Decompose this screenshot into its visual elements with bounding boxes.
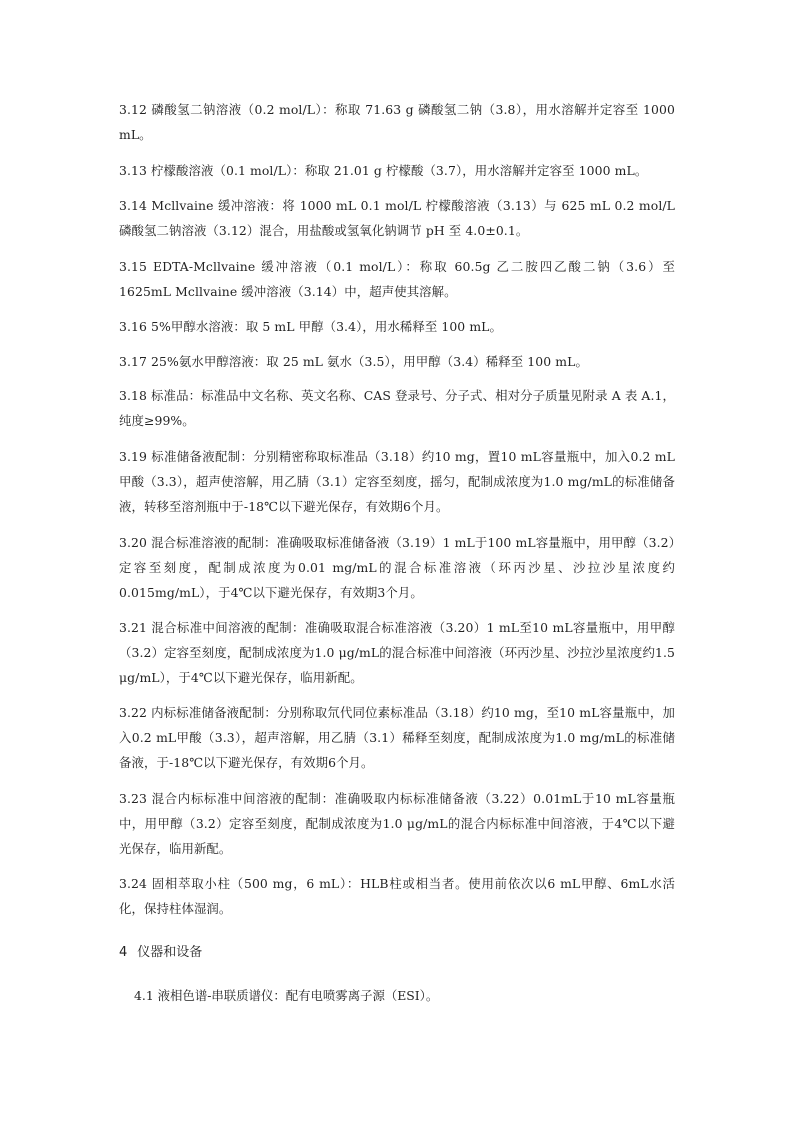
- paragraph-3-19: 3.19 标准储备液配制：分别精密称取标准品（3.18）约10 mg，置10 mL容量瓶中，加入0.2 mL甲酸（3.3），超声使溶解，用乙腈（3.1）定容至刻度，摇匀，配制成浓度为1.0 mg/mL的标准储备液，转移至溶剂瓶中于-18℃以下避光保存，有效期6个月。: [119, 449, 675, 514]
- paragraph-3-24: 3.24 固相萃取小柱（500 mg，6 mL）：HLB柱或相当者。使用前依次以6 mL甲醇、6mL水活化，保持柱体湿润。: [119, 876, 675, 916]
- paragraph-3-16: 3.16 5%甲醇水溶液：取 5 mL 甲醇（3.4），用水稀释至 100 mL。: [119, 319, 503, 334]
- section-4-title: 仪器和设备: [137, 945, 203, 960]
- paragraph-3-22: 3.22 内标标准储备液配制：分别称取氘代同位素标准品（3.18）约10 mg，至10 mL容量瓶中，加入0.2 mL甲酸（3.3），超声溶解，用乙腈（3.1）稀释至刻度，配制成浓度为1.0 mg/mL的标准储备液，于-18℃以下避光保存，有效期6个月。: [119, 705, 675, 770]
- paragraph-3-21: 3.21 混合标准中间溶液的配制：准确吸取混合标准溶液（3.20）1 mL至10 mL容量瓶中，用甲醇（3.2）定容至刻度，配制成浓度为1.0 μg/mL的混合标准中间溶液（环丙沙星、沙拉沙星浓度约1.5 μg/mL），于4℃以下避光保存，临用新配。: [119, 620, 675, 685]
- paragraph-3-15: 3.15 EDTA-Mcllvaine 缓冲溶液（0.1 mol/L）：称取 60.5g 乙二胺四乙酸二钠（3.6）至 1625mL Mcllvaine 缓冲溶液（3.14）中，超声使其溶解。: [119, 259, 675, 299]
- paragraph-3-18: 3.18 标准品：标准品中文名称、英文名称、CAS 登录号、分子式、相对分子质量见附录 A 表 A.1，纯度≥99%。: [119, 388, 675, 428]
- paragraph-3-14: 3.14 Mcllvaine 缓冲溶液：将 1000 mL 0.1 mol/L 柠檬酸溶液（3.13）与 625 mL 0.2 mol/L 磷酸氢二钠溶液（3.12）混合，用盐酸或氢氧化钠调节 pH 至 4.0±0.1。: [119, 198, 675, 238]
- paragraph-4-1: 4.1 液相色谱-串联质谱仪：配有电喷雾离子源（ESI）。: [134, 988, 439, 1003]
- paragraph-3-12: 3.12 磷酸氢二钠溶液（0.2 mol/L）：称取 71.63 g 磷酸氢二钠（3.8），用水溶解并定容至 1000 mL。: [119, 102, 675, 142]
- section-4-number: 4: [119, 945, 128, 960]
- section-4-heading: [119, 940, 675, 965]
- paragraph-3-20: 3.20 混合标准溶液的配制：准确吸取标准储备液（3.19）1 mL于100 mL容量瓶中，用甲醇（3.2）定容至刻度，配制成浓度为0.01 mg/mL的混合标准溶液（环丙沙星、沙拉沙星浓度约0.015mg/mL），于4℃以下避光保存，有效期3个月。: [119, 535, 675, 600]
- paragraph-3-23: 3.23 混合内标标准中间溶液的配制：准确吸取内标标准储备液（3.22）0.01mL于10 mL容量瓶中，用甲醇（3.2）定容至刻度，配制成浓度为1.0 μg/mL的混合内标标准中间溶液，于4℃以下避光保存，临用新配。: [119, 791, 675, 856]
- paragraph-3-17: 3.17 25%氨水甲醇溶液：取 25 mL 氨水（3.5），用甲醇（3.4）稀释至 100 mL。: [119, 354, 588, 369]
- paragraph-3-13: 3.13 柠檬酸溶液（0.1 mol/L）：称取 21.01 g 柠檬酸（3.7），用水溶解并定容至 1000 mL。: [119, 163, 648, 178]
